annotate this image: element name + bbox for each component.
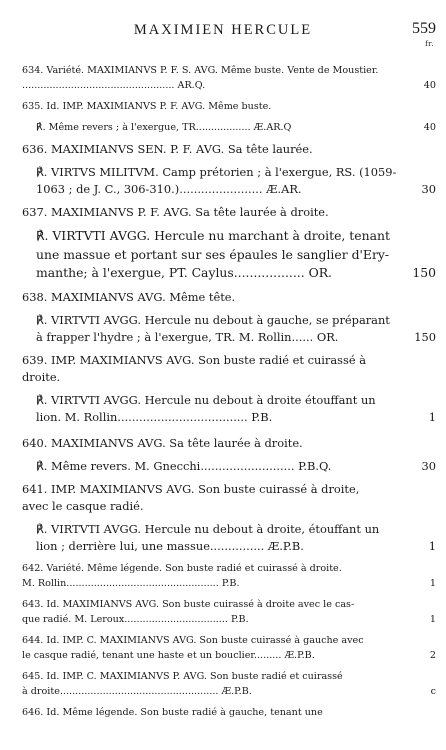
entry-text [22, 289, 410, 306]
entry-line: ℟. VIRTVTI AVGG. Hercule nu debout à droite, étouffant un [36, 521, 380, 536]
entry-line: 643. Id. MAXIMIANVS AVG. Son buste cuirassé à droite avec le cas- [22, 598, 355, 610]
entry-line: ℟. Même revers ; à l'exergue, TR.................. Æ.AR.Q [36, 122, 292, 133]
entry-price: 30 [421, 182, 436, 196]
entry-line: 1063 ; de J. C., 306-310.)....................... Æ.AR. [36, 182, 302, 196]
entry-price: 40 [423, 122, 436, 133]
entry-line: à frapper l'hydre ; à l'exergue, TR. M. Rollin...... OR. [36, 329, 339, 344]
entry-line: ℟. VIRTVTI AVGG. Hercule nu debout à gauche, se préparant [36, 312, 390, 327]
entry-text [22, 481, 410, 515]
catalog-entry-641r [0, 521, 446, 555]
entry-line: une massue et portant sur ses épaules le sanglier d'Ery- [36, 246, 390, 262]
entry-text [22, 561, 410, 591]
catalog-entry-635 [0, 99, 446, 114]
entry-line: 636. MAXIMIANVS SEN. P. F. AVG. Sa tête laurée. [22, 142, 313, 156]
entry-line: ℟. VIRTVS MILITVM. Camp prétorien ; à l'exergue, RS. (1059- [36, 165, 397, 179]
entry-text [22, 352, 410, 386]
catalog-entry-641 [0, 481, 446, 515]
catalog-entry-644 [0, 633, 446, 663]
running-title: MAXIMIEN HERCULE [133, 22, 313, 38]
catalog-entry-638 [0, 289, 446, 306]
entry-text [22, 435, 410, 452]
entry-price: 1 [428, 409, 436, 424]
entry-price: 1 [428, 538, 436, 553]
catalog-entry-646 [0, 705, 446, 720]
page-number: 559 [412, 20, 436, 37]
entry-line: 639. IMP. MAXIMIANVS AVG. Son buste radié et cuirassé à [22, 352, 367, 367]
entry-text [22, 141, 410, 158]
catalog-entry-642 [0, 561, 446, 591]
entry-line: à droite.................................................... Æ.P.B. [22, 685, 252, 697]
entry-line: avec le casque radié. [22, 498, 144, 513]
entry-text [22, 597, 410, 627]
catalog-entry-636r [0, 164, 446, 198]
catalog-entry-639r [0, 392, 446, 426]
entry-text [36, 120, 410, 135]
entry-price: 40 [423, 80, 436, 91]
entry-line: manthe; à l'exergue, PT. Caylus.................. OR. [36, 265, 333, 280]
catalog-entry-637r [0, 227, 446, 283]
entry-text [36, 392, 410, 426]
entry-line: que radié. M. Leroux.................................. P.B. [22, 613, 249, 625]
catalog-entry-637 [0, 204, 446, 221]
page-header [0, 20, 446, 48]
entry-line: 638. MAXIMIANVS AVG. Même tête. [22, 289, 236, 304]
entry-line: 641. IMP. MAXIMIANVS AVG. Son buste cuirassé à droite, [22, 481, 360, 496]
entry-line: droite. [22, 369, 61, 384]
entry-line: .................................................. AR.Q. [22, 80, 206, 91]
price-column-label: fr. [425, 40, 434, 48]
entry-line: ℟. VIRTVTI AVGG. Hercule nu debout à droite étouffant un [36, 392, 376, 407]
entry-text [36, 164, 410, 198]
catalog-entry-634 [0, 63, 446, 93]
entry-line: 634. Variété. MAXIMIANVS P. F. S. AVG. Même buste. Vente de Moustier. [22, 65, 379, 76]
entry-text [22, 633, 410, 663]
entry-line: ℟. Même revers. M. Gnecchi.......................... P.B.Q. [36, 458, 332, 473]
catalog-entries [0, 63, 446, 720]
entry-text [22, 99, 410, 114]
catalog-entry-638r [0, 312, 446, 346]
entry-text [36, 458, 410, 475]
catalog-entry-636 [0, 141, 446, 158]
entry-line: 646. Id. Même légende. Son buste radié à gauche, tenant une [22, 706, 323, 718]
entry-line: M. Rollin.................................................. P.B. [22, 577, 240, 589]
entry-text [22, 63, 410, 93]
entry-price: 150 [414, 329, 436, 344]
entry-line: lion. M. Rollin.................................... P.B. [36, 409, 273, 424]
entry-price: 1 [429, 577, 436, 589]
catalog-entry-635r [0, 120, 446, 135]
entry-price: 150 [412, 265, 436, 280]
entry-price: 30 [421, 458, 436, 473]
entry-price: 2 [429, 649, 436, 661]
entry-line: 645. Id. IMP. C. MAXIMIANVS P. AVG. Son buste radié et cuirassé [22, 670, 343, 682]
entry-line: 635. Id. IMP. MAXIMIANVS P. F. AVG. Même buste. [22, 101, 272, 112]
catalog-entry-645 [0, 669, 446, 699]
entry-text [22, 669, 410, 699]
catalog-entry-640r [0, 458, 446, 475]
entry-line: 637. MAXIMIANVS P. F. AVG. Sa tête laurée à droite. [22, 205, 329, 219]
entry-line: lion ; derrière lui, une massue............... Æ.P.B. [36, 538, 304, 553]
entry-price: c [430, 685, 436, 697]
entry-line: ℟. VIRTVTI AVGG. Hercule nu marchant à droite, tenant [36, 228, 390, 243]
catalog-entry-639 [0, 352, 446, 386]
entry-text [36, 227, 410, 283]
entry-text [36, 312, 410, 346]
entry-line: 642. Variété. Même légende. Son buste radié et cuirassé à droite. [22, 562, 342, 574]
entry-line: le casque radié, tenant une haste et un bouclier......... Æ.P.B. [22, 649, 315, 661]
entry-text [22, 705, 410, 720]
entry-price: 1 [429, 613, 436, 625]
catalog-entry-640 [0, 435, 446, 452]
entry-text [22, 204, 410, 221]
entry-line: 640. MAXIMIANVS AVG. Sa tête laurée à droite. [22, 435, 303, 450]
entry-text [36, 521, 410, 555]
catalog-entry-643 [0, 597, 446, 627]
entry-line: 644. Id. IMP. C. MAXIMIANVS AVG. Son buste cuirassé à gauche avec [22, 634, 364, 646]
